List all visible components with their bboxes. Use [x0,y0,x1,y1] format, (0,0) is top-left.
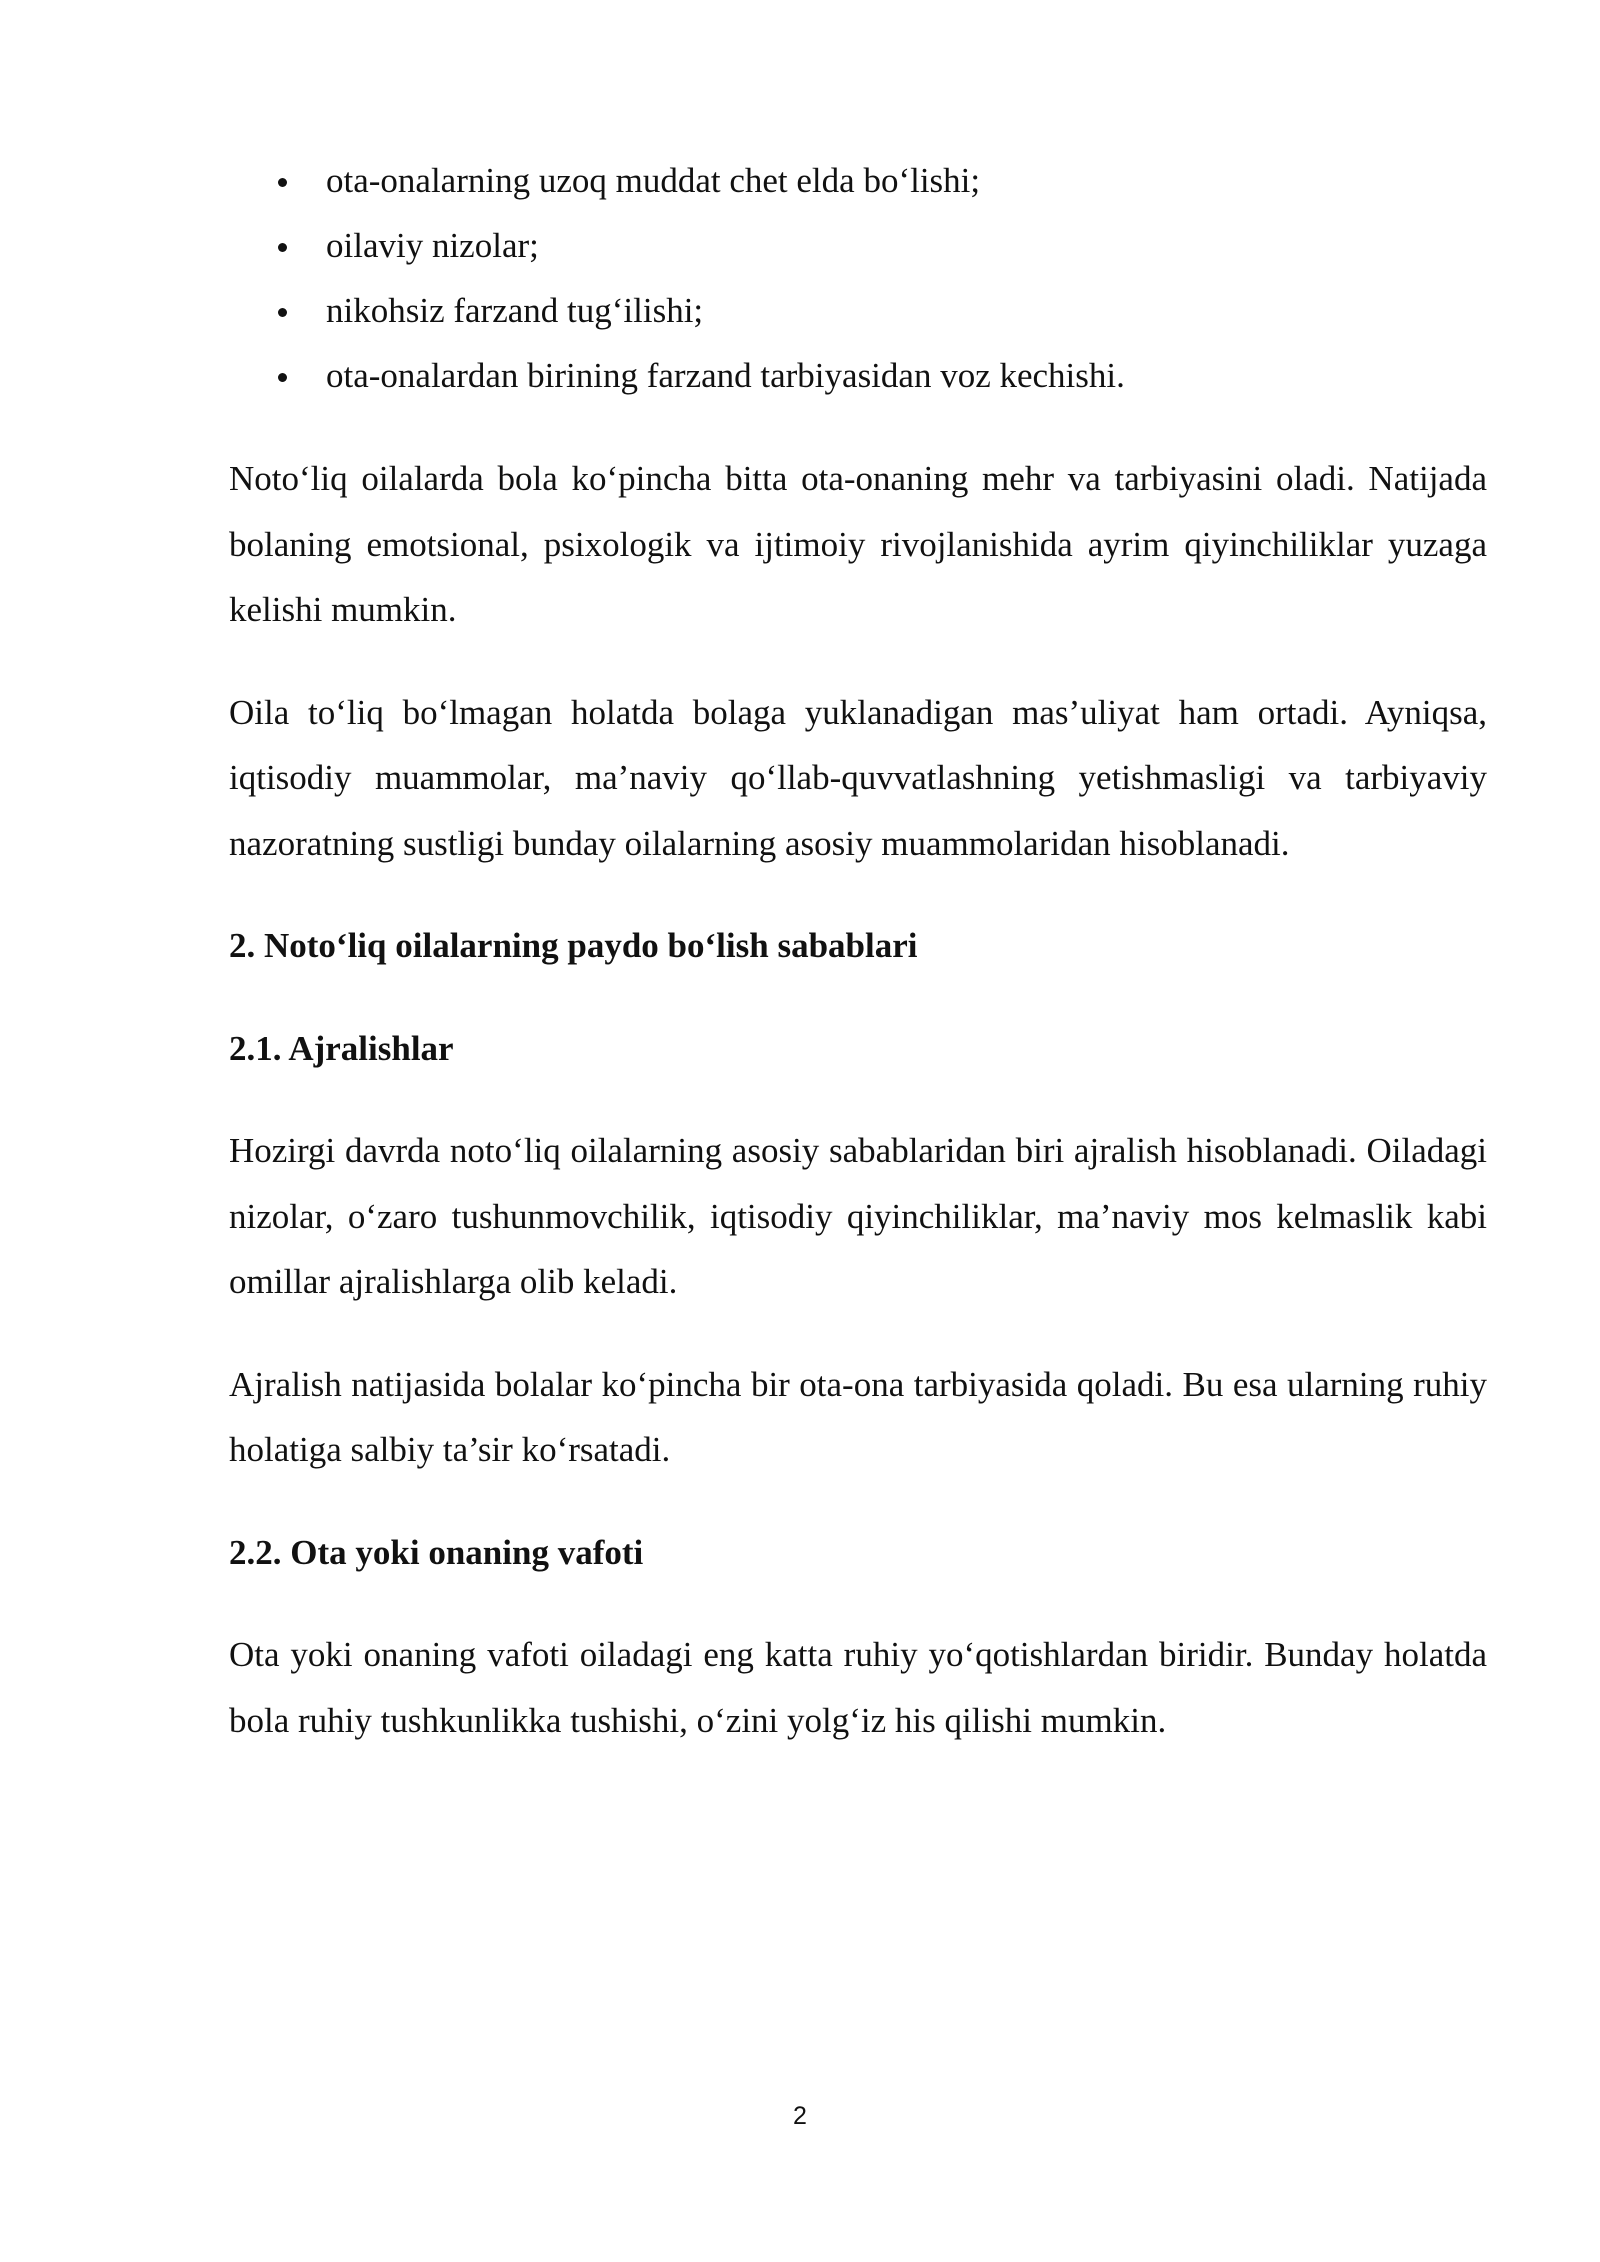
subsection-heading: 2.1. Ajralishlar [229,1028,454,1068]
bullet-dot-icon [278,373,287,382]
section-heading: 2. Noto‘liq oilalarning paydo bo‘lish sabablari [229,926,918,965]
page-number: 2 [793,2102,807,2130]
body-paragraph: Ajralish natijasida bolalar ko‘pincha bir ota-ona tarbiyasida qoladi. Bu esa ularning ruhiy holatiga salbiy ta’sir ko‘rsatadi. [229,1364,1487,1469]
body-paragraph: Oila to‘liq bo‘lmagan holatda bolaga yuklanadigan mas’uliyat ham ortadi. Ayniqsa, iqtisodiy muammolar, ma’naviy qo‘llab-quvvatlashning yetishmasligi va tarbiyaviy nazoratning sustligi bunday oilalarning asosiy muammolaridan hisoblanadi. [229,692,1487,863]
bullet-text: ota-onalardan birining farzand tarbiyasidan voz kechishi. [326,356,1125,395]
page-content [229,148,1487,1753]
bullet-dot-icon [278,308,287,317]
bullet-text: oilaviy nizolar; [326,226,539,265]
bullet-item [229,148,1487,213]
body-paragraph: Noto‘liq oilalarda bola ko‘pincha bitta ota-onaning mehr va tarbiyasini oladi. Natijada bolaning emotsional, psixologik va ijtimoiy rivojlanishida ayrim qiyinchiliklar yuzaga kelishi mumkin. [229,459,1487,629]
bullet-item [229,213,1487,278]
bullet-item [229,278,1487,343]
subsection-heading: 2.2. Ota yoki onaning vafoti [229,1532,644,1572]
bullet-text: ota-onalarning uzoq muddat chet elda bo‘lishi; [326,161,981,200]
body-paragraph: Hozirgi davrda noto‘liq oilalarning asosiy sabablaridan biri ajralish hisoblanadi. Oiladagi nizolar, o‘zaro tushunmovchilik, iqtisodiy qiyinchiliklar, ma’naviy mos kelmaslik kabi omillar ajralishlarga olib keladi. [229,1131,1487,1301]
bullet-text: nikohsiz farzand tug‘ilishi; [326,291,704,330]
bullet-dot-icon [278,178,287,187]
cause-bullet-list [229,148,1487,408]
bullet-dot-icon [278,243,287,252]
bullet-item [229,343,1487,408]
body-paragraph: Ota yoki onaning vafoti oiladagi eng katta ruhiy yo‘qotishlardan biridir. Bunday holatda bola ruhiy tushkunlikka tushishi, o‘zini yolg‘iz his qilishi mumkin. [229,1635,1487,1740]
